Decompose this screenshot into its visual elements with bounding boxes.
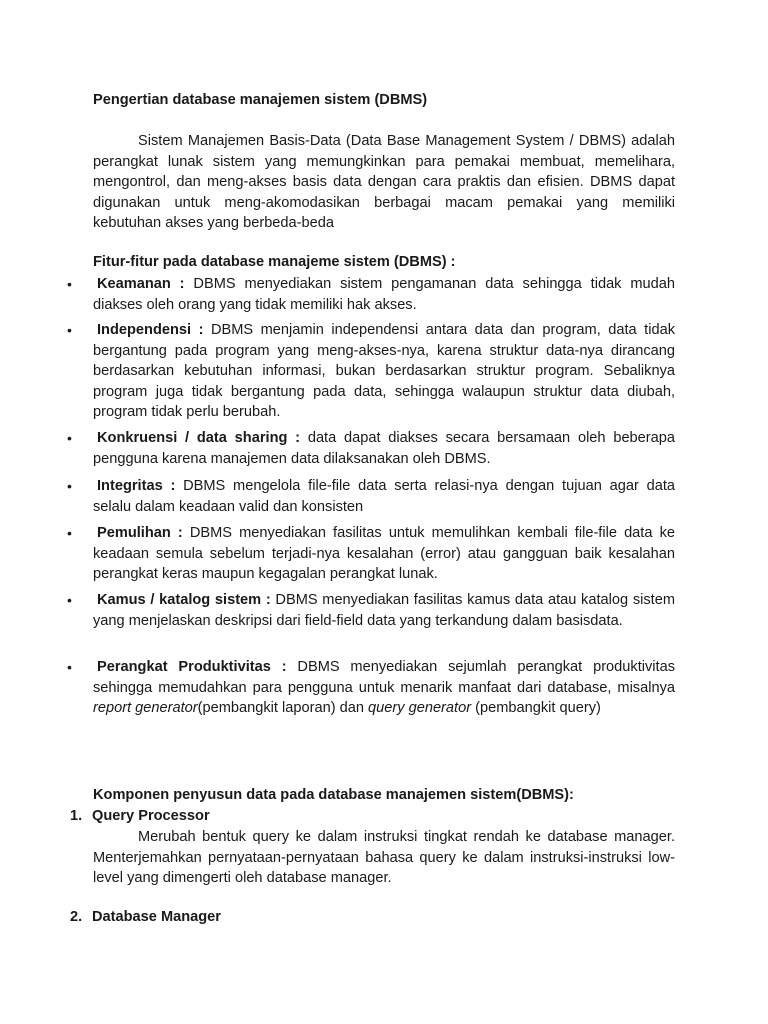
feature-text: DBMS menjamin independensi antara data dan program, data tidak bergantung pada program yang meng-akses-nya, karena struktur data-nya dirancang berdasarkan kebutuhan informasi, bukan berdasarkan struktur program. Sebaliknya program juga tidak bergantung pada data, sehingga walaupun struktur data diubah, program tidak perlu berubah. (93, 322, 675, 420)
feature-term: Independensi : (97, 322, 204, 338)
feature-text: DBMS menyediakan fasilitas kamus data atau katalog sistem yang menjelaskan deskripsi dari field-field data yang terkandung dalam basisdata. (93, 592, 675, 629)
bullet-icon: • (67, 525, 72, 541)
component-heading (70, 808, 210, 824)
feature-term: Integritas : (97, 478, 176, 494)
feature-term: Konkruensi / data sharing : (97, 430, 301, 446)
feature-italic: query generator (368, 700, 472, 716)
feature-term: Keamanan : (97, 276, 185, 292)
bullet-icon: • (67, 430, 72, 446)
bullet-icon: • (67, 276, 72, 292)
list-item (67, 274, 675, 315)
feature-term: Pemulihan : (97, 525, 183, 541)
bullet-icon: • (67, 659, 72, 675)
list-item (67, 428, 675, 469)
component-description: Merubah bentuk query ke dalam instruksi tingkat rendah ke database manager. Menterjemahkan pernyataan-pernyataan bahasa query ke dalam instruksi-instruksi low-level yang dimengerti oleh database manager. (93, 829, 675, 886)
bullet-icon: • (67, 322, 72, 338)
component-name: Query Processor (92, 808, 210, 824)
list-item (67, 657, 676, 719)
component-heading (70, 909, 221, 925)
feature-text: data dapat diakses secara bersamaan oleh beberapa pengguna karena manajemen data dilaksanakan oleh DBMS. (93, 430, 675, 467)
list-item (67, 590, 675, 631)
list-item (67, 523, 675, 585)
components-heading: Komponen penyusun data pada database manajemen sistem(DBMS): (93, 787, 574, 803)
feature-text: (pembangkit laporan) dan (197, 700, 369, 716)
page-title: Pengertian database manajemen sistem (DBMS) (93, 92, 428, 108)
component-number: 1. (70, 808, 83, 824)
feature-italic: report generator (93, 700, 198, 716)
feature-term: Kamus / katalog sistem : (97, 592, 271, 608)
feature-text: DBMS menyediakan sistem pengamanan data sehingga tidak mudah diakses oleh orang yang tidak memiliki hak akses. (93, 276, 675, 313)
component-number: 2. (70, 909, 83, 925)
intro-paragraph: Sistem Manajemen Basis-Data (Data Base Management System / DBMS) adalah perangkat lunak sistem yang memungkinkan para pemakai membuat, memelihara, mengontrol, dan meng-akses basis data dengan cara praktis dan efisien. DBMS dapat digunakan untuk meng-akomodasikan berbagai macam pemakai yang memiliki kebutuhan akses yang berbeda-beda (93, 133, 675, 231)
list-item (67, 320, 675, 423)
component-name: Database Manager (92, 909, 221, 925)
feature-text: DBMS menyediakan sejumlah perangkat produktivitas sehingga memudahkan para pengguna untuk menarik manfaat dari database, misalnya (93, 659, 676, 696)
features-heading: Fitur-fitur pada database manajeme sistem (DBMS) : (93, 254, 456, 270)
feature-text: DBMS menyediakan fasilitas untuk memulihkan kembali file-file data ke keadaan semula sebelum terjadi-nya kesalahan (error) atau gangguan baik kesalahan perangkat keras maupun kegagalan perangkat lunak. (93, 525, 675, 582)
list-item (67, 476, 675, 517)
bullet-icon: • (67, 478, 72, 494)
feature-text: DBMS mengelola file-file data serta relasi-nya dengan tujuan agar data selalu dalam keadaan valid dan konsisten (93, 478, 675, 515)
feature-term: Perangkat Produktivitas : (97, 659, 287, 675)
feature-text: (pembangkit query) (471, 700, 601, 716)
bullet-icon: • (67, 592, 72, 608)
